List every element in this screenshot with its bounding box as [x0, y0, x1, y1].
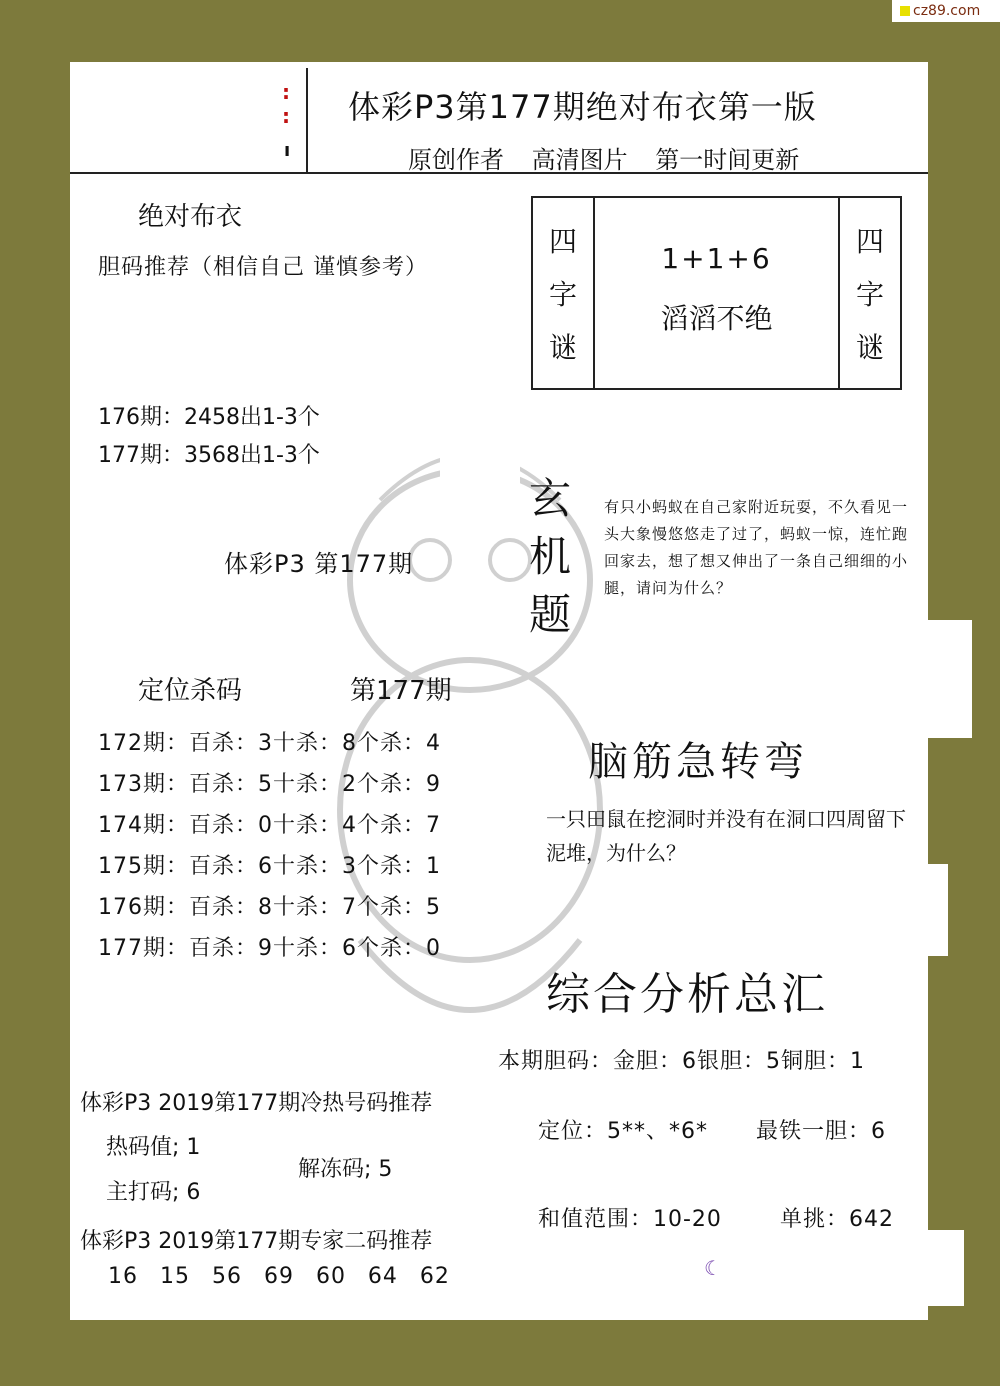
danma-subheading: 胆码推荐（相信自己 谨慎参考）: [98, 255, 428, 280]
main-code: 主打码; 6: [106, 1180, 201, 1205]
brain-teaser-question: 一只田鼠在挖洞时并没有在洞口四周留下泥堆，为什么？: [546, 807, 906, 865]
riddle-content: [597, 198, 836, 388]
kill-heading: 定位杀码: [138, 676, 243, 706]
summary-heading: 综合分析总汇: [546, 969, 828, 1020]
brain-teaser-heading: 脑筋急转弯: [588, 739, 808, 785]
summary-range: 和值范围：10-20: [538, 1207, 722, 1232]
twocode-heading: 体彩P3 2019第177期专家二码推荐: [80, 1229, 433, 1254]
danma-line: 177期：3568出1-3个: [98, 443, 320, 468]
riddle-line-2: 滔滔不绝: [660, 302, 773, 335]
riddle-side-label: 四 字 谜: [533, 198, 595, 388]
header-mark: : :: [282, 80, 290, 128]
white-patch: [614, 864, 948, 956]
kill-row: 175期：百杀：6十杀：3个杀：1: [98, 854, 441, 879]
white-patch: [440, 380, 520, 528]
danma-line: 176期：2458出1-3个: [98, 405, 320, 430]
xuanji-story: 有只小蚂蚁在自己家附近玩耍，不久看见一头大象慢悠悠走了过了，蚂蚁一惊，连忙跑回家去，想了想又伸出了一条自己细细的小腿，请问为什么？: [604, 498, 909, 597]
hot-code: 热码值; 1: [106, 1135, 201, 1160]
riddle-side-label: 四 字 谜: [838, 198, 900, 388]
kill-row: 172期：百杀：3十杀：8个杀：4: [98, 731, 441, 756]
crescent-icon: ☾: [704, 1256, 722, 1280]
white-patch: [360, 585, 440, 615]
kill-issue: 第177期: [350, 676, 452, 706]
kill-row: 174期：百杀：0十杀：4个杀：7: [98, 813, 441, 838]
summary-single: 单挑：642: [780, 1207, 894, 1232]
summary-position: 定位：5**、*6*: [538, 1119, 708, 1144]
p3-issue-heading: 体彩P3 第177期: [224, 550, 414, 578]
site-badge[interactable]: cz89.com: [892, 0, 1000, 22]
header-mark-small: ı: [284, 140, 291, 161]
danma-heading: 绝对布衣: [138, 202, 243, 232]
white-patch: [590, 620, 972, 738]
thaw-code: 解冻码; 5: [298, 1157, 393, 1182]
yellow-square-icon: [900, 6, 910, 16]
kill-row: 176期：百杀：8十杀：7个杀：5: [98, 895, 441, 920]
kill-row: 173期：百杀：5十杀：2个杀：9: [98, 772, 441, 797]
white-patch: [680, 1230, 964, 1306]
xuanji-heading: 玄 机 题: [528, 474, 571, 639]
page-title: 体彩P3第177期绝对布衣第一版: [348, 88, 817, 126]
page-subtitle: 原创作者 高清图片 第一时间更新: [408, 146, 800, 174]
summary-best: 最铁一胆：6: [756, 1119, 886, 1144]
summary-danma: 本期胆码：金胆：6银胆：5铜胆：1: [498, 1049, 865, 1074]
header-divider: [306, 68, 308, 172]
riddle-box: [531, 196, 902, 390]
hotcold-heading: 体彩P3 2019第177期冷热号码推荐: [80, 1091, 433, 1116]
kill-row: 177期：百杀：9十杀：6个杀：0: [98, 936, 441, 961]
twocode-list: 16 15 56 69 60 64 62: [108, 1264, 450, 1289]
riddle-line-1: 1+1+6: [661, 242, 772, 275]
